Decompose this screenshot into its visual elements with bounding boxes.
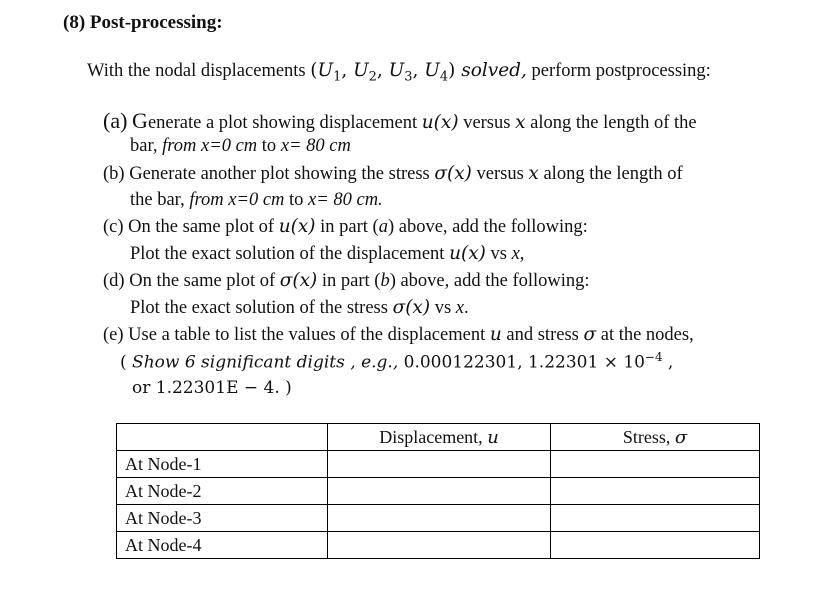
item-b-label: (b) <box>103 164 125 184</box>
item-b-line2: the bar, from x=0 cm to x= 80 cm. <box>130 190 383 210</box>
table-header-row <box>117 424 760 451</box>
table-row <box>117 505 760 532</box>
header-empty <box>117 424 328 451</box>
item-d-label: (d) <box>103 271 125 291</box>
item-c-label: (c) <box>103 217 124 237</box>
heading-number: (8) <box>63 12 86 33</box>
intro-vars: ($U_1$, $U_2$, $U_3$, $U_4$) solved, <box>310 60 527 85</box>
row-label: At Node-1 <box>117 451 328 478</box>
stress-cell <box>551 505 760 532</box>
table-row <box>117 451 760 478</box>
item-e-line3: or 1.22301E − 4. ) <box>132 378 292 398</box>
header-stress: Stress, σ <box>551 424 760 451</box>
header-displacement: Displacement, u <box>328 424 551 451</box>
heading-title: Post-processing: <box>89 12 223 33</box>
displacement-cell <box>328 478 551 505</box>
stress-cell <box>551 532 760 559</box>
displacement-cell <box>328 451 551 478</box>
stress-cell <box>551 451 760 478</box>
intro-sentence <box>87 60 711 85</box>
intro-tail: perform postprocessing: <box>526 61 711 81</box>
item-d-line1: (d) On the same plot of σ(x) in part (b) above, add the following: <box>103 270 590 291</box>
item-d-line2: Plot the exact solution of the stress σ(x) vs x. <box>130 297 469 318</box>
row-label: At Node-2 <box>117 478 328 505</box>
row-label: At Node-3 <box>117 505 328 532</box>
displacement-cell <box>328 505 551 532</box>
item-c-line1: (c) On the same plot of u(x) in part (a) above, add the following: <box>103 216 588 237</box>
section-heading <box>63 12 223 34</box>
item-e-line2: ( Show 6 significant digits , e.g., 0.000122301, $1.22301 \times 10^{-4}$ , <box>120 350 674 373</box>
row-label: At Node-4 <box>117 532 328 559</box>
intro-lead: With the nodal displacements <box>87 61 311 81</box>
item-e-line1: (e) Use a table to list the values of the displacement u and stress σ at the nodes, <box>103 324 694 345</box>
item-b-line1: (b) Generate another plot showing the stress σ(x) versus x along the length of <box>103 163 683 184</box>
item-a-line1: (a) Generate a plot showing displacement u(x) versus x along the length of the <box>103 108 697 133</box>
item-a-line2: bar, from x=0 cm to x= 80 cm <box>130 136 351 156</box>
item-c-line2: Plot the exact solution of the displacement u(x) vs x, <box>130 243 525 264</box>
displacement-cell <box>328 532 551 559</box>
item-a-label: (a) <box>103 108 128 133</box>
stress-cell <box>551 478 760 505</box>
table-row <box>117 478 760 505</box>
item-e-label: (e) <box>103 325 124 345</box>
results-table <box>116 423 760 559</box>
table-row <box>117 532 760 559</box>
